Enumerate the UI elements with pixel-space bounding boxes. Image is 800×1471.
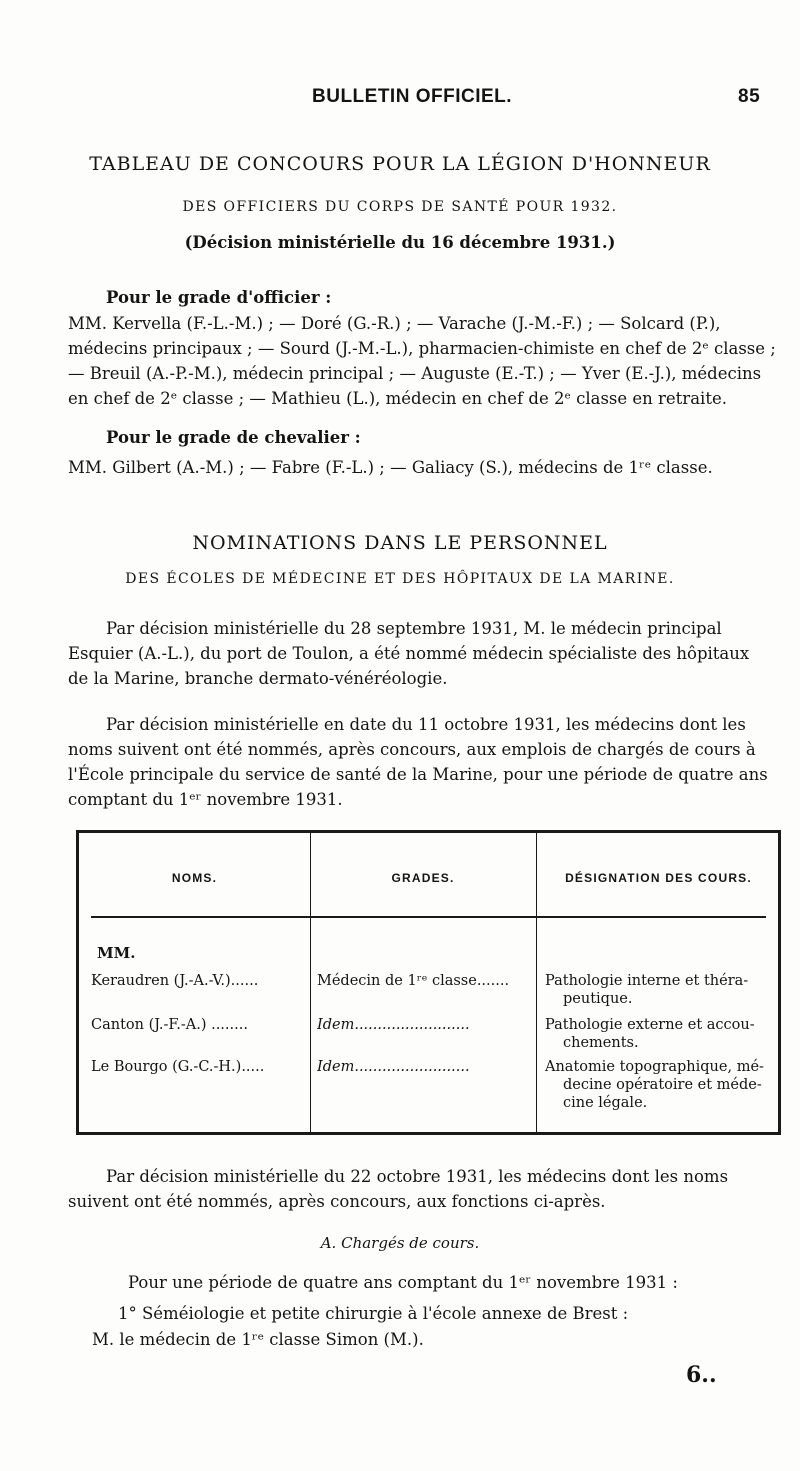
cours-line: Pathologie interne et théra- — [545, 973, 749, 989]
table-row-cours — [545, 1058, 775, 1112]
table-row-grade: Idem......................... — [317, 1059, 470, 1075]
paragraph-line: Par décision ministérielle en date du 11 octobre 1931, les médecins dont les — [106, 715, 746, 734]
cours-line: chements. — [563, 1035, 639, 1051]
column-header-cours: DÉSIGNATION DES COURS. — [565, 871, 752, 885]
bulletin-title: BULLETIN OFFICIEL. — [312, 86, 513, 107]
header-rule — [91, 916, 766, 918]
legion-honneur-title: TABLEAU DE CONCOURS POUR LA LÉGION D'HONNEUR — [89, 153, 711, 175]
table-row-cours — [545, 972, 775, 1008]
continuation-mark: 6.. — [686, 1362, 717, 1388]
cours-line: peutique. — [563, 991, 633, 1007]
nominations-subtitle: DES ÉCOLES DE MÉDECINE ET DES HÔPITAUX DE LA MARINE. — [125, 571, 675, 587]
table-row-nom: Le Bourgo (G.-C.-H.)..... — [91, 1059, 265, 1075]
chevalier-line: MM. Gilbert (A.-M.) ; — Fabre (F.-L.) ; — Galiacy (S.), médecins de 1ʳᵉ classe. — [68, 458, 713, 477]
chargés-de-cours-table — [76, 830, 781, 1135]
chevalier-heading: Pour le grade de chevalier : — [106, 428, 361, 447]
paragraph-line: de la Marine, branche dermato-vénéréologie. — [68, 669, 448, 688]
column-header-noms: NOMS. — [171, 871, 218, 885]
course-item: 1° Séméiologie et petite chirurgie à l'école annexe de Brest : — [118, 1304, 629, 1323]
cours-line: Anatomie topographique, mé- — [545, 1059, 764, 1075]
charges-de-cours-subheading: A. Chargés de cours. — [320, 1234, 480, 1252]
paragraph-line: l'École principale du service de santé de la Marine, pour une période de quatre ans — [68, 765, 768, 784]
cours-line: cine légale. — [563, 1095, 648, 1111]
mm-label: MM. — [97, 944, 136, 962]
paragraph-line: Par décision ministérielle du 22 octobre 1931, les médecins dont les noms — [106, 1167, 729, 1186]
table-row-grade: Idem......................... — [317, 1017, 470, 1033]
officier-line: — Breuil (A.-P.-M.), médecin principal ; — Auguste (E.-T.) ; — Yver (E.-J.), médecins — [68, 364, 762, 383]
table-row-nom: Canton (J.-F.-A.) ........ — [91, 1017, 248, 1033]
nomination-paragraph-1 — [68, 616, 750, 691]
officier-line: médecins principaux ; — Sourd (J.-M.-L.), pharmacien-chimiste en chef de 2ᵉ classe ; — [68, 339, 776, 358]
officier-line: MM. Kervella (F.-L.-M.) ; — Doré (G.-R.) ; — Varache (J.-M.-F.) ; — Solcard (P.), — [68, 314, 721, 333]
period-line: Pour une période de quatre ans comptant du 1ᵉʳ novembre 1931 : — [128, 1273, 678, 1292]
officier-list — [68, 311, 776, 411]
decision-date: (Décision ministérielle du 16 décembre 1931.) — [184, 233, 616, 252]
officier-line: en chef de 2ᵉ classe ; — Mathieu (L.), médecin en chef de 2ᵉ classe en retraite. — [68, 389, 727, 408]
legion-honneur-subtitle: DES OFFICIERS DU CORPS DE SANTÉ POUR 1932. — [182, 199, 618, 215]
paragraph-line: Par décision ministérielle du 28 septembre 1931, M. le médecin principal — [106, 619, 722, 638]
decision-22-octobre-paragraph — [68, 1164, 750, 1214]
chevalier-list — [68, 455, 750, 480]
paragraph-line: suivent ont été nommés, après concours, aux fonctions ci-après. — [68, 1192, 606, 1211]
table-row-nom: Keraudren (J.-A.-V.)...... — [91, 973, 259, 989]
column-header-grades: GRADES. — [391, 871, 455, 885]
paragraph-line: Esquier (A.-L.), du port de Toulon, a été nommé médecin spécialiste des hôpitaux — [68, 644, 750, 663]
officier-heading: Pour le grade d'officier : — [106, 288, 332, 307]
paragraph-line: noms suivent ont été nommés, après concours, aux emplois de chargés de cours à — [68, 740, 756, 759]
nominations-title: NOMINATIONS DANS LE PERSONNEL — [192, 532, 608, 554]
nomination-paragraph-2 — [68, 712, 768, 812]
cours-line: decine opératoire et méde- — [563, 1077, 762, 1093]
page-number: 85 — [738, 86, 761, 107]
paragraph-line: comptant du 1ᵉʳ novembre 1931. — [68, 790, 343, 809]
table-row-grade: Médecin de 1ʳᵉ classe....... — [317, 973, 510, 989]
cours-line: Pathologie externe et accou- — [545, 1017, 755, 1033]
course-item-detail: M. le médecin de 1ʳᵉ classe Simon (M.). — [92, 1330, 424, 1349]
table-row-cours — [545, 1016, 775, 1052]
